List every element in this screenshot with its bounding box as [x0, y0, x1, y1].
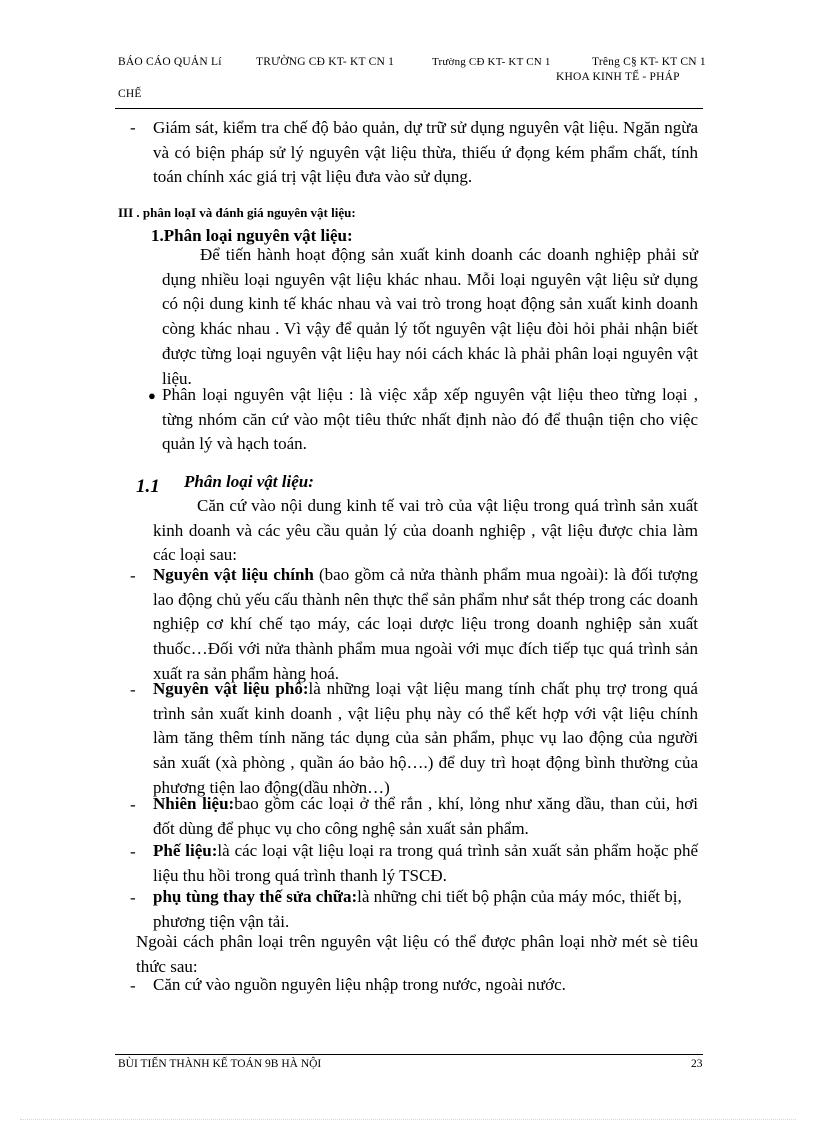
item-term: phụ tùng thay thế sửa chữa:: [153, 887, 358, 906]
header-divider: [115, 108, 703, 109]
footer-divider: [115, 1054, 703, 1055]
section-1-paragraph: Để tiến hành hoạt động sản xuất kinh doanh các doanh nghiệp phải sử dụng nhiều loại nguyên vật liệu khác nhau. Mỗi loại nguyên vật liệu sử dụng có nội dung kinh tế khác nhau và vai trò trong hoạt động sản xuất kinh doanh còng khác nhau . Vì vậy để quản lý tốt nguyên vật liệu đòi hỏi phải nhận biết được từng loại nguyên vật liệu hay nói cách khác là phải phân loại nguyên vật liệu.: [162, 245, 698, 388]
bullet-paragraph: Phân loại nguyên vật liệu : là việc xắp xếp nguyên vật liệu theo từng loại , từng nhóm căn cứ vào một tiêu thức nhất định nào đó để thuận tiện cho việc quản lý và hạch toán.: [162, 385, 698, 454]
subsection-title: Phân loại vật liệu:: [184, 472, 314, 491]
item-term: Phế liệu:: [153, 841, 218, 860]
item-dash: -: [130, 888, 136, 907]
subsection-paragraph: Căn cứ vào nội dung kinh tế vai trò của vật liệu trong quá trình sản xuất kinh doanh và các yêu cầu quản lý của doanh nghiệp , vật liệu được chia làm các loại sau:: [153, 496, 698, 565]
header-school-name-2: Trường CĐ KT- KT CN 1: [432, 56, 551, 68]
item-term: Nguyên vật liệu phô:: [153, 679, 309, 698]
list-item-fuel: [153, 792, 698, 841]
item-description: là những chi tiết bộ phận của máy móc, thiết bị, phương tiện vận tải.: [153, 887, 682, 931]
intro-paragraph: Giám sát, kiểm tra chế độ bảo quản, dự trữ sử dụng nguyên vật liệu. Ngăn ngừa và có biện pháp sử lý nguyên vật liệu thừa, thiếu ứ đọng kém phẩm chất, tính toán chính xác giá trị vật liệu đưa vào sử dụng.: [153, 118, 698, 187]
section-1-heading: 1.Phân loại nguyên vật liệu:: [151, 226, 353, 245]
subsection-number: 1.1: [136, 476, 160, 497]
header-school-name-3: Trêng C§ KT- KT CN 1: [592, 56, 706, 68]
list-item-main-material: [153, 563, 698, 687]
list-item-scrap: [153, 839, 698, 888]
item-description: (bao gồm cả nửa thành phẩm mua ngoài): là đối tượng lao động chủ yếu cấu thành nên thực thể sản phẩm như sắt thép trong các doanh nghiệp cơ khí chế tạo máy, các loại dược liệu trong doanh nghiệp sản xuất thuốc…Đối với nửa thành phẩm mua ngoài với mục đích tiếp tục quá trình sản xuất ra sản phẩm hàng hoá.: [153, 565, 698, 683]
item-description: là các loại vật liệu loại ra trong quá trình sản xuất sản phẩm hoặc phế liệu thu hồi trong quá trình thanh lý TSCĐ.: [153, 841, 698, 885]
item-dash: -: [130, 566, 136, 585]
item-term: Nhiên liệu:: [153, 794, 235, 813]
header-faculty-continued: CHẾ: [118, 88, 142, 100]
footer-author: BÙI TIẾN THÀNH KẾ TOÁN 9B HÀ NỘI: [118, 1058, 322, 1070]
item-dash: -: [130, 842, 136, 861]
list-item-source: Căn cứ vào nguồn nguyên liệu nhập trong nước, ngoài nước.: [153, 975, 566, 994]
list-item-spare-parts: [153, 885, 698, 934]
header-report-title: BÁO CÁO QUẢN Lí: [118, 56, 222, 68]
header-faculty: KHOA KINH TẾ - PHÁP: [556, 71, 680, 83]
item-term: Nguyên vật liệu chính: [153, 565, 314, 584]
item-dash: -: [130, 976, 136, 995]
item-dash: -: [130, 680, 136, 699]
item-description: bao gồm các loại ở thể rắn , khí, lỏng như xăng dầu, than củi, hơi đốt dùng để phục vụ cho công nghệ sản xuất sản phẩm.: [153, 794, 698, 838]
page-edge-divider: [20, 1119, 796, 1120]
closing-paragraph: Ngoài cách phân loại trên nguyên vật liệu có thể được phân loại nhờ mét sè tiêu thức sau:: [136, 932, 698, 976]
item-dash: -: [130, 795, 136, 814]
intro-dash: -: [130, 118, 136, 137]
bullet-icon: ●: [148, 388, 156, 403]
item-description: là những loại vật liệu mang tính chất phụ trợ trong quá trình sản xuất kinh doanh , vật liệu phụ này có thể kết hợp với vật liệu chính làm tăng thêm tính năng tác dụng của sản phẩm, phục vụ lao động của người sản xuất (xà phòng , quần áo bảo hộ….) để duy trì hoạt động bình thường của phương tiện lao động(dầu nhờn…): [153, 679, 698, 797]
list-item-auxiliary-material: [153, 677, 698, 801]
page-number: 23: [691, 1058, 703, 1070]
header-school-name-1: TRƯỜNG CĐ KT- KT CN 1: [256, 56, 395, 68]
section-3-heading: III . phân loạI và đánh giá nguyên vật liệu:: [118, 205, 356, 220]
